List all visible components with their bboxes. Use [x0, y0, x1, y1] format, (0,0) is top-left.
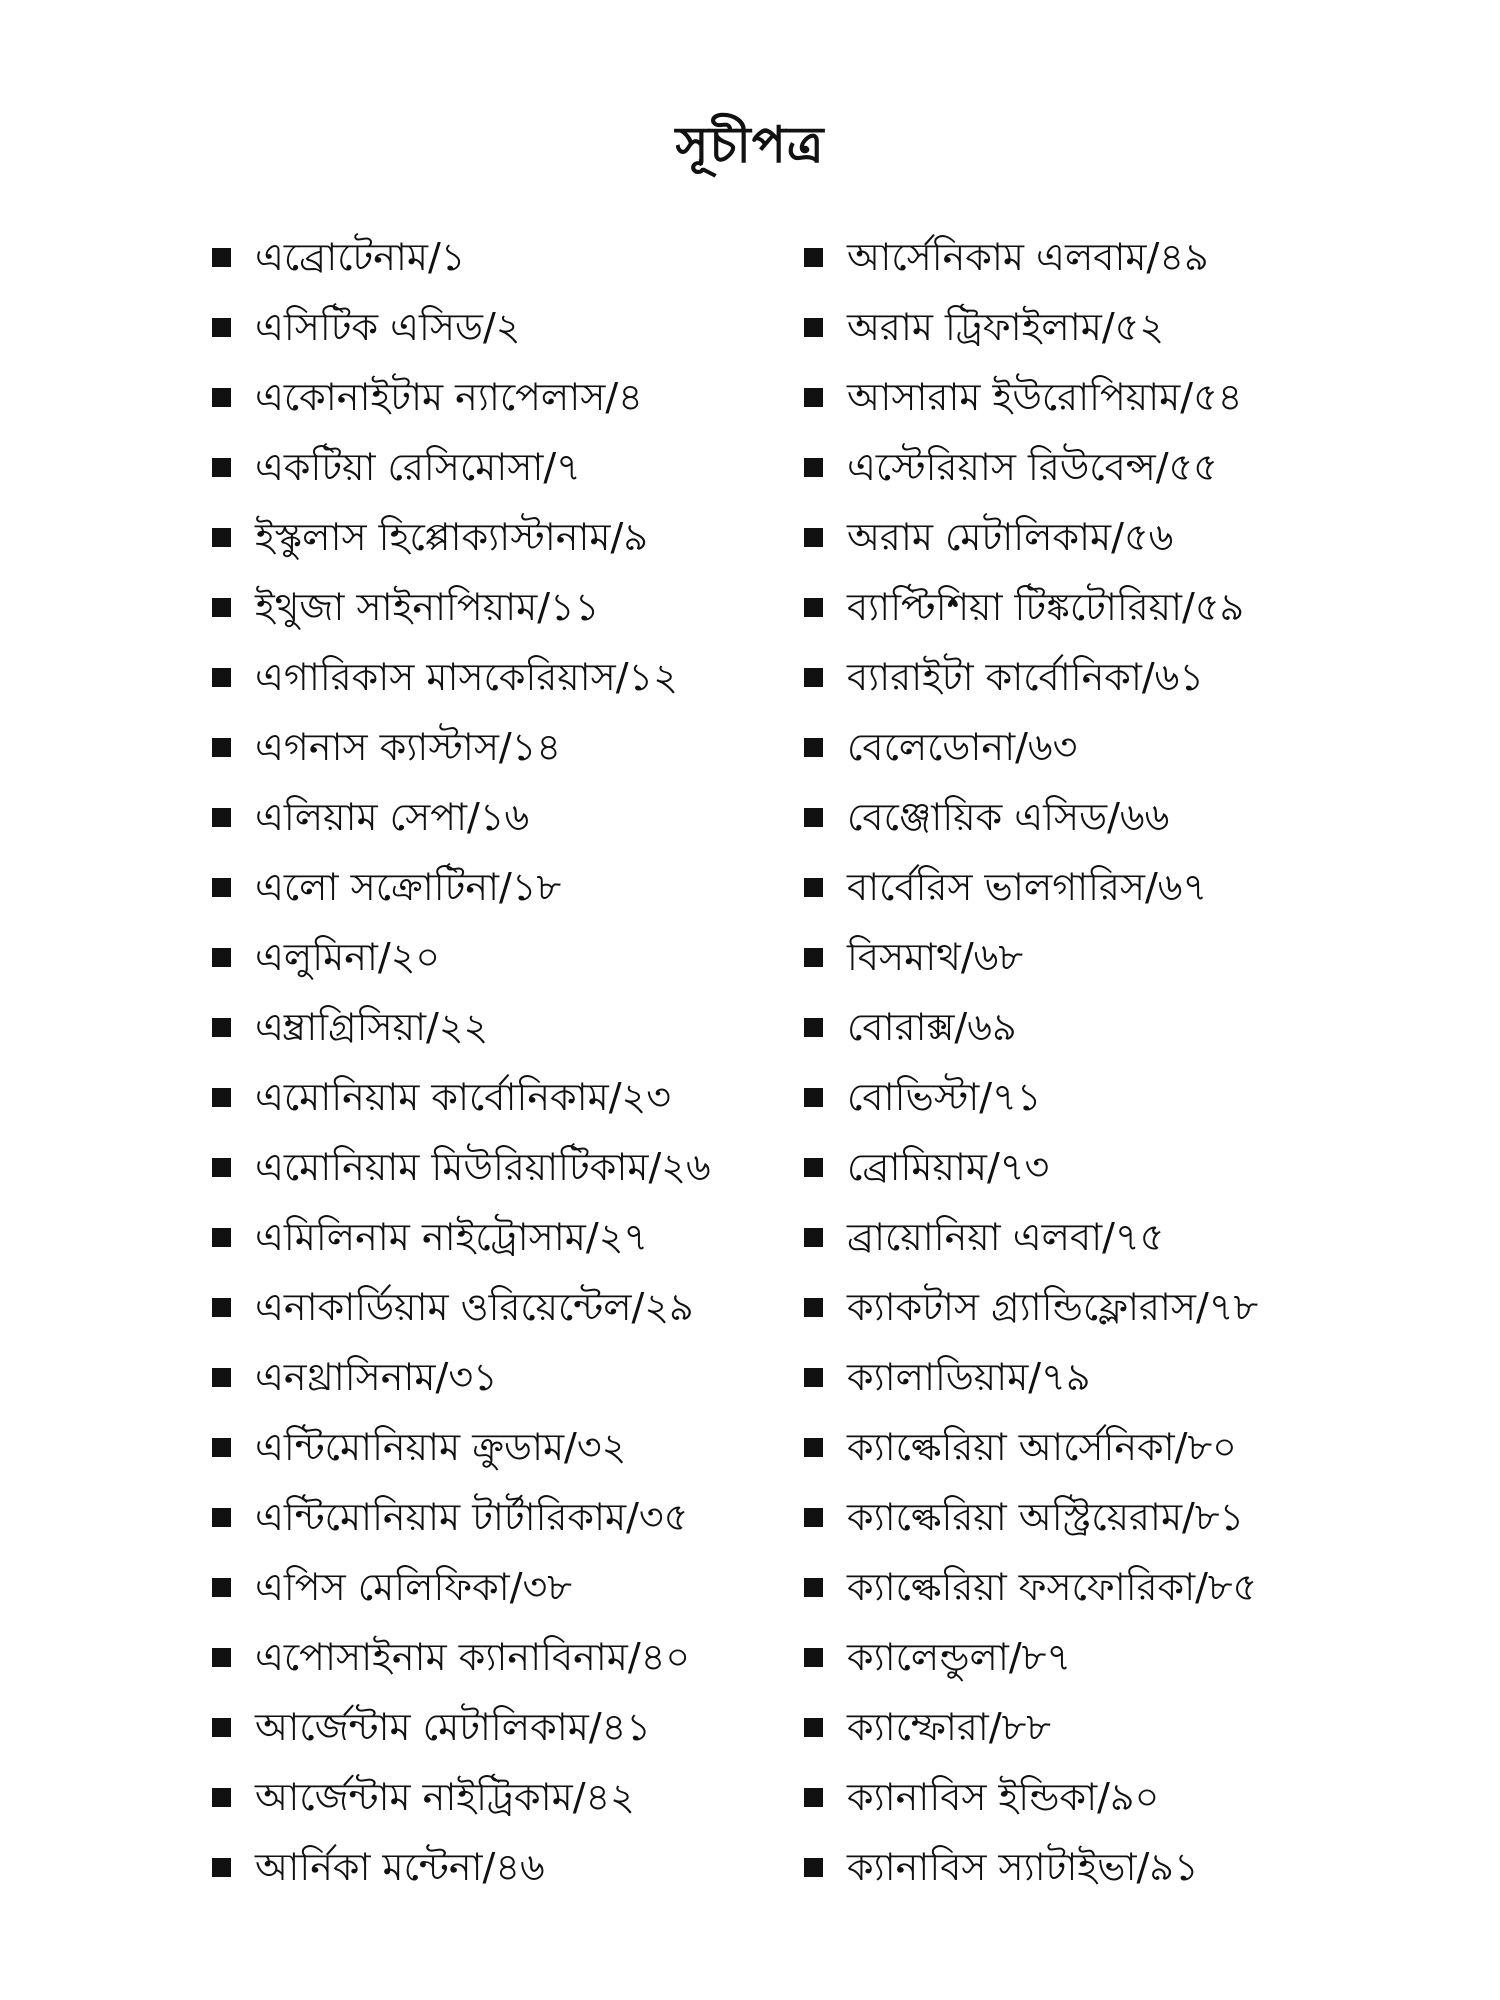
square-bullet-icon [804, 668, 823, 687]
square-bullet-icon [804, 248, 823, 267]
toc-entry-text: ইস্কুলাস হিপ্পোক্যাস্টানাম/৯ [255, 515, 648, 559]
toc-entry-text: এলুমিনা/২০ [255, 935, 441, 979]
toc-entry [804, 1692, 1424, 1762]
toc-entry [212, 222, 832, 292]
toc-entry-text: ক্যানাবিস ইন্ডিকা/৯০ [847, 1775, 1160, 1819]
toc-entry-text: এন্টিমোনিয়াম টার্টারিকাম/৩৫ [255, 1495, 689, 1539]
square-bullet-icon [212, 528, 231, 547]
toc-entry-text: বেঞ্জোয়িক এসিড/৬৬ [847, 795, 1170, 839]
toc-entry [804, 1342, 1424, 1412]
toc-entry-text: অরাম ট্রিফাইলাম/৫২ [847, 305, 1165, 349]
toc-entry-text: একোনাইটাম ন্যাপেলাস/৪ [255, 375, 643, 419]
toc-entry-text: ব্যাপ্টিশিয়া টিঙ্কটোরিয়া/৫৯ [847, 585, 1245, 629]
square-bullet-icon [804, 1578, 823, 1597]
toc-entry-text: বিসমাথ/৬৮ [847, 935, 1024, 979]
square-bullet-icon [212, 318, 231, 337]
square-bullet-icon [804, 878, 823, 897]
toc-entry [212, 1272, 832, 1342]
square-bullet-icon [212, 668, 231, 687]
toc-entry-text: এপিস মেলিফিকা/৩৮ [255, 1565, 572, 1609]
square-bullet-icon [804, 1018, 823, 1037]
toc-entry [212, 432, 832, 502]
toc-entry [804, 642, 1424, 712]
toc-entry-text: এন্টিমোনিয়াম ক্রুডাম/৩২ [255, 1425, 627, 1469]
square-bullet-icon [804, 1648, 823, 1667]
square-bullet-icon [804, 458, 823, 477]
toc-entry [804, 1062, 1424, 1132]
toc-entry [212, 1412, 832, 1482]
square-bullet-icon [804, 1088, 823, 1107]
square-bullet-icon [804, 1298, 823, 1317]
toc-entry-text: বোভিস্টা/৭১ [847, 1075, 1042, 1119]
square-bullet-icon [804, 388, 823, 407]
toc-entry [804, 1622, 1424, 1692]
square-bullet-icon [212, 948, 231, 967]
page-title: সূচীপত্র [675, 116, 825, 174]
toc-entry-text: ক্যাম্ফোরা/৮৮ [847, 1705, 1051, 1749]
square-bullet-icon [212, 808, 231, 827]
square-bullet-icon [212, 1718, 231, 1737]
toc-entry-text: ক্যালাডিয়াম/৭৯ [847, 1355, 1091, 1399]
toc-entry-text: এনথ্রাসিনাম/৩১ [255, 1355, 498, 1399]
square-bullet-icon [212, 388, 231, 407]
square-bullet-icon [212, 1088, 231, 1107]
toc-entry [804, 1272, 1424, 1342]
toc-entry-text: ক্যালেন্ডুলা/৮৭ [847, 1635, 1072, 1679]
toc-entry [804, 1202, 1424, 1272]
square-bullet-icon [212, 458, 231, 477]
toc-entry [212, 1692, 832, 1762]
toc-entry [212, 1762, 832, 1832]
toc-entry-text: ইথুজা সাইনাপিয়াম/১১ [255, 585, 600, 629]
toc-entry-text: আর্নিকা মন্টেনা/৪৬ [255, 1845, 545, 1889]
square-bullet-icon [212, 1578, 231, 1597]
toc-entry [804, 292, 1424, 362]
toc-entry [212, 572, 832, 642]
square-bullet-icon [212, 1228, 231, 1247]
square-bullet-icon [212, 1858, 231, 1877]
toc-entry-text: বার্বেরিস ভালগারিস/৬৭ [847, 865, 1208, 909]
square-bullet-icon [804, 528, 823, 547]
toc-entry [212, 712, 832, 782]
square-bullet-icon [804, 1158, 823, 1177]
square-bullet-icon [804, 1438, 823, 1457]
square-bullet-icon [804, 318, 823, 337]
toc-entry [804, 1412, 1424, 1482]
toc-entry-text: আর্সেনিকাম এলবাম/৪৯ [847, 235, 1209, 279]
square-bullet-icon [212, 1648, 231, 1667]
toc-entry [212, 922, 832, 992]
toc-entry [804, 1132, 1424, 1202]
toc-entry-text: এলো সক্রোটিনা/১৮ [255, 865, 562, 909]
toc-entry-text: ক্যাল্কেরিয়া আর্সেনিকা/৮০ [847, 1425, 1237, 1469]
toc-entry [212, 1482, 832, 1552]
toc-entry [212, 1202, 832, 1272]
toc-left-column [212, 222, 832, 1902]
toc-entry-text: এগারিকাস মাসকেরিয়াস/১২ [255, 655, 678, 699]
square-bullet-icon [212, 1158, 231, 1177]
toc-entry-text: এগনাস ক্যাস্টাস/১৪ [255, 725, 562, 769]
toc-entry-text: ক্যাল্কেরিয়া অস্ট্রিয়েরাম/৮১ [847, 1495, 1245, 1539]
square-bullet-icon [804, 1508, 823, 1527]
toc-entry [212, 852, 832, 922]
toc-right-column [804, 222, 1424, 1902]
toc-entry [212, 292, 832, 362]
square-bullet-icon [804, 1228, 823, 1247]
toc-entry-text: এব্রোটেনাম/১ [255, 235, 466, 279]
toc-entry-text: বেলেডোনা/৬৩ [847, 725, 1078, 769]
square-bullet-icon [804, 598, 823, 617]
toc-entry-text: ব্রায়োনিয়া এলবা/৭৫ [847, 1215, 1165, 1259]
toc-entry [212, 1622, 832, 1692]
toc-entry-text: ক্যানাবিস স্যাটাইভা/৯১ [847, 1845, 1199, 1889]
square-bullet-icon [212, 738, 231, 757]
toc-entry [804, 502, 1424, 572]
toc-entry-text: এমিলিনাম নাইট্রোসাম/২৭ [255, 1215, 649, 1259]
square-bullet-icon [804, 808, 823, 827]
toc-entry [804, 782, 1424, 852]
toc-entry [212, 642, 832, 712]
toc-entry-text: ক্যাল্কেরিয়া ফসফোরিকা/৮৫ [847, 1565, 1258, 1609]
toc-entry [212, 782, 832, 852]
square-bullet-icon [212, 1438, 231, 1457]
toc-entry-text: এস্টেরিয়াস রিউবেন্স/৫৫ [847, 445, 1218, 489]
toc-entry [804, 992, 1424, 1062]
toc-entry-text: এপোসাইনাম ক্যানাবিনাম/৪০ [255, 1635, 691, 1679]
toc-entry-text: ব্রোমিয়াম/৭৩ [847, 1145, 1050, 1189]
toc-entry [804, 432, 1424, 502]
toc-entry-text: আর্জেন্টাম মেটালিকাম/৪১ [255, 1705, 651, 1749]
toc-entry-text: আসারাম ইউরোপিয়াম/৫৪ [847, 375, 1243, 419]
toc-entry-text: এমোনিয়াম মিউরিয়াটিকাম/২৬ [255, 1145, 711, 1189]
square-bullet-icon [212, 1018, 231, 1037]
square-bullet-icon [212, 598, 231, 617]
square-bullet-icon [212, 878, 231, 897]
toc-entry-text: এলিয়াম সেপা/১৬ [255, 795, 530, 839]
square-bullet-icon [804, 738, 823, 757]
square-bullet-icon [212, 1508, 231, 1527]
square-bullet-icon [212, 248, 231, 267]
toc-entry-text: এনাকার্ডিয়াম ওরিয়েন্টেল/২৯ [255, 1285, 694, 1329]
toc-entry [212, 992, 832, 1062]
toc-entry [212, 1062, 832, 1132]
square-bullet-icon [804, 1858, 823, 1877]
toc-entry-text: বোরাক্স/৬৯ [847, 1005, 1017, 1049]
toc-entry-text: একটিয়া রেসিমোসা/৭ [255, 445, 581, 489]
toc-entry-text: ক্যাকটাস গ্র্যান্ডিফ্লোরাস/৭৮ [847, 1285, 1259, 1329]
square-bullet-icon [804, 1788, 823, 1807]
toc-entry [212, 1132, 832, 1202]
square-bullet-icon [212, 1788, 231, 1807]
square-bullet-icon [804, 948, 823, 967]
square-bullet-icon [212, 1298, 231, 1317]
toc-entry [804, 222, 1424, 292]
square-bullet-icon [212, 1368, 231, 1387]
square-bullet-icon [804, 1368, 823, 1387]
toc-entry-text: অরাম মেটালিকাম/৫৬ [847, 515, 1174, 559]
toc-entry [804, 1832, 1424, 1902]
toc-entry-text: এম্ব্রাগ্রিসিয়া/২২ [255, 1005, 489, 1049]
toc-entry [212, 502, 832, 572]
toc-entry [804, 1552, 1424, 1622]
toc-entry-text: আর্জেন্টাম নাইট্রিকাম/৪২ [255, 1775, 635, 1819]
toc-entry [212, 1832, 832, 1902]
toc-entry [804, 922, 1424, 992]
toc-entry [804, 1762, 1424, 1832]
toc-entry-text: ব্যারাইটা কার্বোনিকা/৬১ [847, 655, 1205, 699]
toc-entry [804, 572, 1424, 642]
toc-entry-text: এমোনিয়াম কার্বোনিকাম/২৩ [255, 1075, 671, 1119]
toc-entry [804, 1482, 1424, 1552]
toc-entry [804, 712, 1424, 782]
toc-entry [804, 362, 1424, 432]
toc-entry-text: এসিটিক এসিড/২ [255, 305, 521, 349]
toc-entry [804, 852, 1424, 922]
square-bullet-icon [804, 1718, 823, 1737]
toc-entry [212, 362, 832, 432]
toc-entry [212, 1342, 832, 1412]
toc-entry [212, 1552, 832, 1622]
